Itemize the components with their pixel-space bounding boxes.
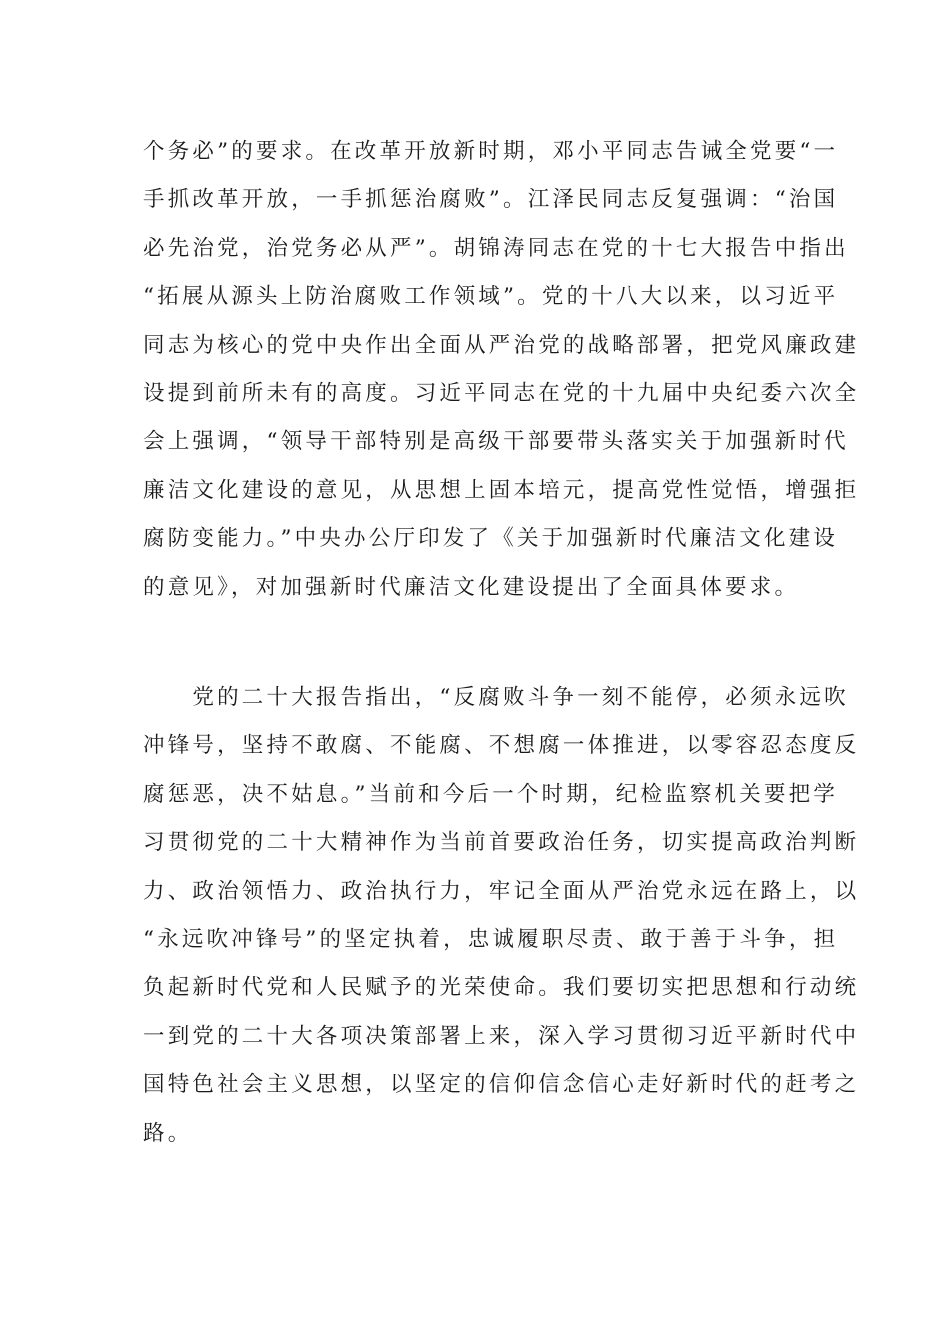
- paragraph-line: 冲锋号，坚持不敢腐、不能腐、不想腐一体推进，以零容忍态度反: [143, 733, 860, 759]
- paragraph-line: 一到党的二十大各项决策部署上来，深入学习贯彻习近平新时代中: [143, 1023, 860, 1049]
- paragraph-line: 个务必”的要求。在改革开放新时期，邓小平同志告诫全党要“一: [143, 139, 839, 164]
- paragraph-line: 会上强调，“领导干部特别是高级干部要带头落实关于加强新时代: [143, 429, 849, 455]
- paragraph-line: 负起新时代党和人民赋予的光荣使命。我们要切实把思想和行动统: [143, 975, 860, 1001]
- paragraph-line: 腐防变能力。”中央办公厅印发了《关于加强新时代廉洁文化建设: [143, 526, 839, 552]
- paragraph-line: 手抓改革开放，一手抓惩治腐败”。江泽民同志反复强调：“治国: [143, 187, 839, 213]
- paragraph-2: [143, 674, 860, 1158]
- paragraph-line: 腐惩恶，决不姑息。”当前和今后一个时期，纪检监察机关要把学: [143, 781, 839, 807]
- paragraph-line: 党的二十大报告指出，“反腐败斗争一刻不能停，必须永远吹: [143, 685, 849, 710]
- paragraph-line: 同志为核心的党中央作出全面从严治党的战略部署，把党风廉政建: [143, 332, 860, 358]
- paragraph-line: 习贯彻党的二十大精神作为当前首要政治任务，切实提高政治判断: [143, 830, 860, 856]
- paragraph-line: 必先治党，治党务必从严”。胡锦涛同志在党的十七大报告中指出: [143, 235, 849, 261]
- paragraph-line: 国特色社会主义思想，以坚定的信仰信念信心走好新时代的赶考之: [143, 1072, 860, 1098]
- paragraph-line: 路。: [143, 1120, 193, 1146]
- paragraph-line: “永远吹冲锋号”的坚定执着，忠诚履职尽责、敢于善于斗争，担: [143, 926, 839, 952]
- paragraph-line: 设提到前所未有的高度。习近平同志在党的十九届中央纪委六次全: [143, 380, 860, 406]
- paragraph-line: “拓展从源头上防治腐败工作领域”。党的十八大以来，以习近平: [143, 284, 839, 310]
- paragraph-1: [143, 128, 860, 612]
- paragraph-line: 廉洁文化建设的意见，从思想上固本培元，提高党性觉悟，增强拒: [143, 477, 860, 503]
- paragraph-line: 的意见》，对加强新时代廉洁文化建设提出了全面具体要求。: [143, 574, 800, 600]
- paragraph-line: 力、政治领悟力、政治执行力，牢记全面从严治党永远在路上，以: [143, 878, 860, 904]
